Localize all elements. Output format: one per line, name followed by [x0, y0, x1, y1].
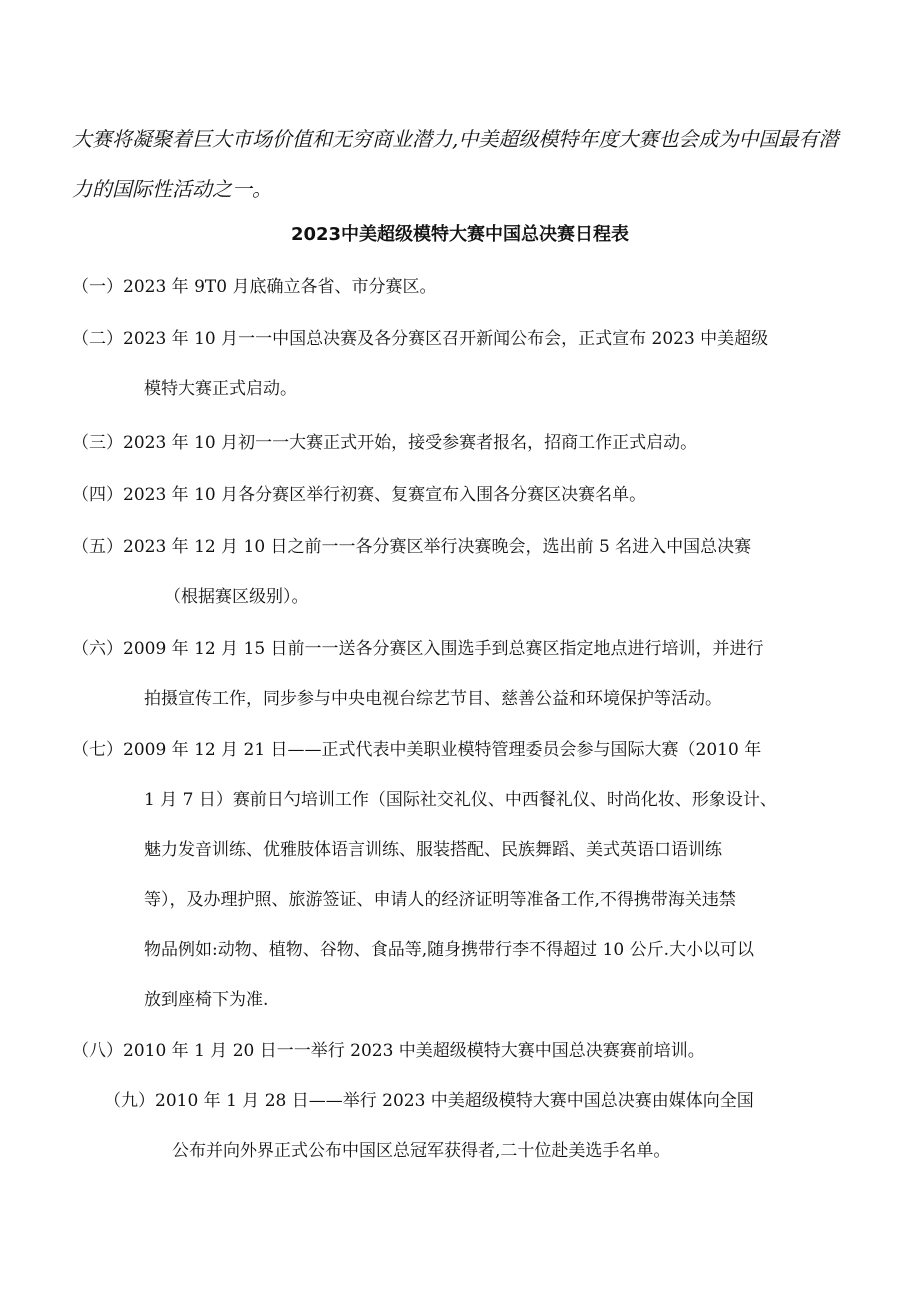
schedule-item-3 — [72, 418, 872, 468]
intro-line-1: 大赛将凝聚着巨大市场价值和无穷商业潜力,中美超级模特年度大赛也会成为中国最有潜 — [72, 127, 839, 151]
schedule-item-2 — [72, 314, 872, 414]
schedule-item-4 — [72, 470, 872, 520]
intro-paragraph — [72, 114, 872, 214]
item-line: （九）2010 年 1 月 28 日——举行 2023 中美超级模特大赛中国总决赛由媒体向全国 — [104, 1091, 754, 1111]
item-line: （六）2009 年 12 月 15 日前一一送各分赛区入围选手到总赛区指定地点进行培训，并进行 — [72, 639, 764, 659]
item-line: 1 月 7 日）赛前日勺培训工作（国际社交礼仪、中西餐礼仪、时尚化妆、形象设计、 — [144, 790, 777, 810]
item-line: （二）2023 年 10 月一一中国总决赛及各分赛区召开新闻公布会，正式宣布 2023 中美超级 — [72, 329, 769, 349]
schedule-title: 2023中美超级模特大赛中国总决赛日程表 — [290, 224, 630, 245]
item-line: 拍摄宣传工作，同步参与中央电视台综艺节目、慈善公益和环境保护等活动。 — [144, 689, 722, 709]
schedule-item-9 — [104, 1076, 904, 1176]
item-line: （七）2009 年 12 月 21 日——正式代表中美职业模特管理委员会参与国际大赛（2010 年 — [72, 740, 762, 760]
item-line: （三）2023 年 10 月初一一大赛正式开始，接受参赛者报名，招商工作正式启动。 — [72, 433, 698, 453]
schedule-item-1 — [72, 262, 872, 312]
schedule-item-7 — [72, 725, 872, 1025]
item-line: （五）2023 年 12 月 10 日之前一一各分赛区举行决赛晚会，选出前 5 名进入中国总决赛 — [72, 537, 752, 557]
schedule-item-6 — [72, 624, 872, 724]
item-line: （八）2010 年 1 月 20 日一一举行 2023 中美超级模特大赛中国总决赛赛前培训。 — [72, 1041, 705, 1061]
item-line: 物品例如:动物、植物、谷物、食品等,随身携带行李不得超过 10 公斤.大小以可以 — [144, 940, 754, 960]
item-line: （一）2023 年 9T0 月底确立各省、市分赛区。 — [72, 277, 437, 297]
item-line: （根据赛区级别）。 — [164, 587, 309, 607]
item-line: 公布并向外界正式公布中国区总冠军获得者,二十位赴美选手名单。 — [172, 1141, 671, 1161]
item-line: 魅力发音训练、优雅肢体语言训练、服装搭配、民族舞蹈、美式英语口语训练 — [144, 840, 722, 860]
item-line: （四）2023 年 10 月各分赛区举行初赛、复赛宣布入围各分赛区决赛名单。 — [72, 485, 647, 505]
item-line: 模特大赛正式启动。 — [144, 379, 297, 399]
item-line: 等），及办理护照、旅游签证、申请人的经济证明等准备工作,不得携带海关违禁 — [144, 890, 736, 910]
schedule-item-8 — [72, 1026, 872, 1076]
item-line: 放到座椅下为准. — [144, 990, 269, 1010]
intro-line-2: 力的国际性活动之一。 — [72, 177, 272, 201]
schedule-item-5 — [72, 522, 872, 622]
